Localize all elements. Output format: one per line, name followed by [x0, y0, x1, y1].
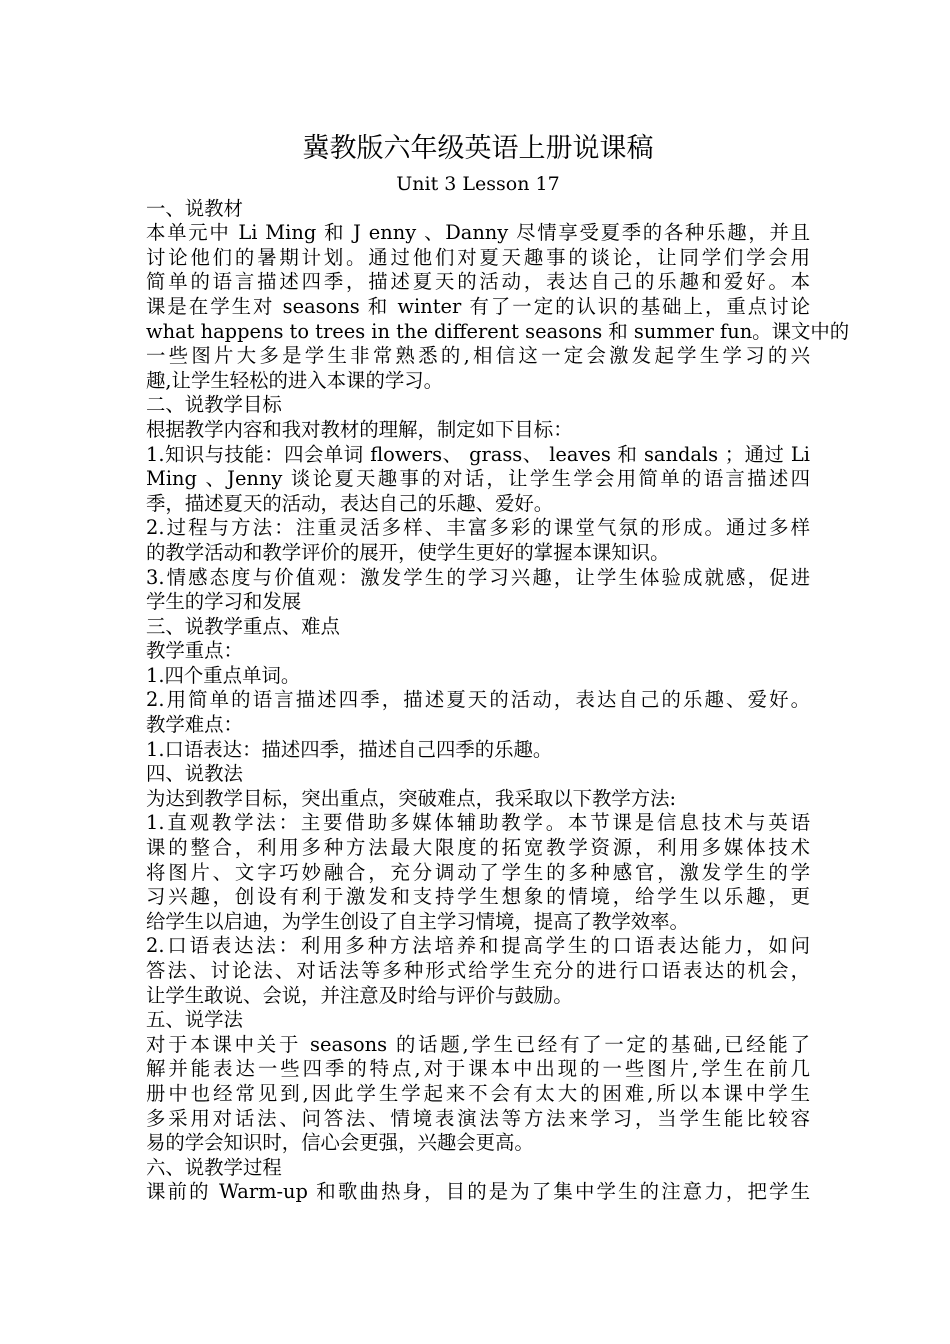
text-line: 让学生敢说、会说，并注意及时给与评价与鼓励。 — [146, 983, 573, 1007]
text-line: 课是在学生对 seasons 和 winter 有了一定的认识的基础上，重点讨论 — [146, 294, 810, 318]
text-line: 易的学会知识时，信心会更强，兴趣会更高。 — [146, 1131, 534, 1155]
text-line: what happens to trees in the different seasons 和 summer fun。课文中的 — [146, 319, 850, 343]
text-line: 六、说教学过程 — [146, 1155, 282, 1179]
text-line: Ming 、Jenny 谈论夏天趣事的对话，让学生学会用简单的语言描述四 — [146, 467, 810, 491]
text-line: 学生的学习和发展 — [146, 590, 302, 614]
text-line: 四、说教法 — [146, 762, 243, 786]
text-line: 课前的 Warm-up 和歌曲热身，目的是为了集中学生的注意力，把学生 — [146, 1180, 810, 1204]
text-line: 根据教学内容和我对教材的理解，制定如下目标： — [146, 417, 573, 441]
text-line: 讨论他们的暑期计划。通过他们对夏天趣事的谈论，让同学们学会用 — [146, 245, 810, 269]
text-line: 一些图片大多是学生非常熟悉的,相信这一定会激发起学生学习的兴 — [146, 344, 810, 368]
text-line: 对于本课中关于 seasons 的话题,学生已经有了一定的基础,已经能了 — [146, 1032, 810, 1056]
text-line: 二、说教学目标 — [146, 393, 282, 417]
text-line: 一、说教材 — [146, 196, 243, 220]
document-body — [146, 196, 850, 1205]
text-line: 1.口语表达：描述四季，描述自己四季的乐趣。 — [146, 737, 553, 761]
text-line: 季，描述夏天的活动，表达自己的乐趣、爱好。 — [146, 491, 554, 515]
text-line: 1.直观教学法：主要借助多媒体辅助教学。本节课是信息技术与英语 — [146, 811, 810, 835]
text-line: 3.情感态度与价值观：激发学生的学习兴趣，让学生体验成就感，促进 — [146, 565, 810, 589]
text-line: 2.用简单的语言描述四季，描述夏天的活动，表达自己的乐趣、爱好。 — [146, 688, 810, 712]
text-line: 课的整合，利用多种方法最大限度的拓宽教学资源，利用多媒体技术 — [146, 836, 810, 860]
text-line: 2.过程与方法：注重灵活多样、丰富多彩的课堂气氛的形成。通过多样 — [146, 516, 810, 540]
text-line: 解并能表达一些四季的特点,对于课本中出现的一些图片,学生在前几 — [146, 1057, 810, 1081]
text-line: 五、说学法 — [146, 1008, 243, 1032]
text-line: 为达到教学目标，突出重点，突破难点，我采取以下教学方法: — [146, 786, 677, 810]
text-line: 1.知识与技能：四会单词 flowers、 grass、 leaves 和 sandals ；通过 Li — [146, 442, 810, 466]
text-line: 的教学活动和教学评价的展开，使学生更好的掌握本课知识。 — [146, 540, 670, 564]
text-line: 将图片、文字巧妙融合，充分调动了学生的多种感官，激发学生的学 — [146, 860, 810, 884]
text-line: 习兴趣，创设有利于激发和支持学生想象的情境，给学生以乐趣，更 — [146, 885, 810, 909]
text-line: 教学难点： — [146, 713, 243, 737]
text-line: 简单的语言描述四季，描述夏天的活动，表达自己的乐趣和爱好。本 — [146, 270, 810, 294]
text-line: 答法、讨论法、对话法等多种形式给学生充分的进行口语表达的机会， — [146, 959, 810, 982]
text-line: 册中也经常见到,因此学生学起来不会有太大的困难,所以本课中学生 — [146, 1081, 810, 1105]
text-line: 教学重点： — [146, 639, 243, 663]
text-line: 多采用对话法、问答法、情境表演法等方法来学习，当学生能比较容 — [146, 1106, 810, 1130]
text-line: 本单元中 Li Ming 和 J enny 、Danny 尽情享受夏季的各种乐趣，并且 — [146, 221, 810, 245]
text-line: 三、说教学重点、难点 — [146, 614, 340, 638]
text-line: 2.口语表达法：利用多种方法培养和提高学生的口语表达能力，如问 — [146, 934, 810, 958]
text-line: 趣,让学生轻松的进入本课的学习。 — [146, 368, 444, 392]
document-subtitle: Unit 3 Lesson 17 — [396, 173, 560, 195]
document-page — [146, 132, 850, 1205]
text-line: 1.四个重点单词。 — [146, 663, 301, 687]
text-line: 给学生以启迪，为学生创设了自主学习情境，提高了教学效率。 — [146, 909, 689, 933]
document-title: 冀教版六年级英语上册说课稿 — [302, 133, 654, 164]
